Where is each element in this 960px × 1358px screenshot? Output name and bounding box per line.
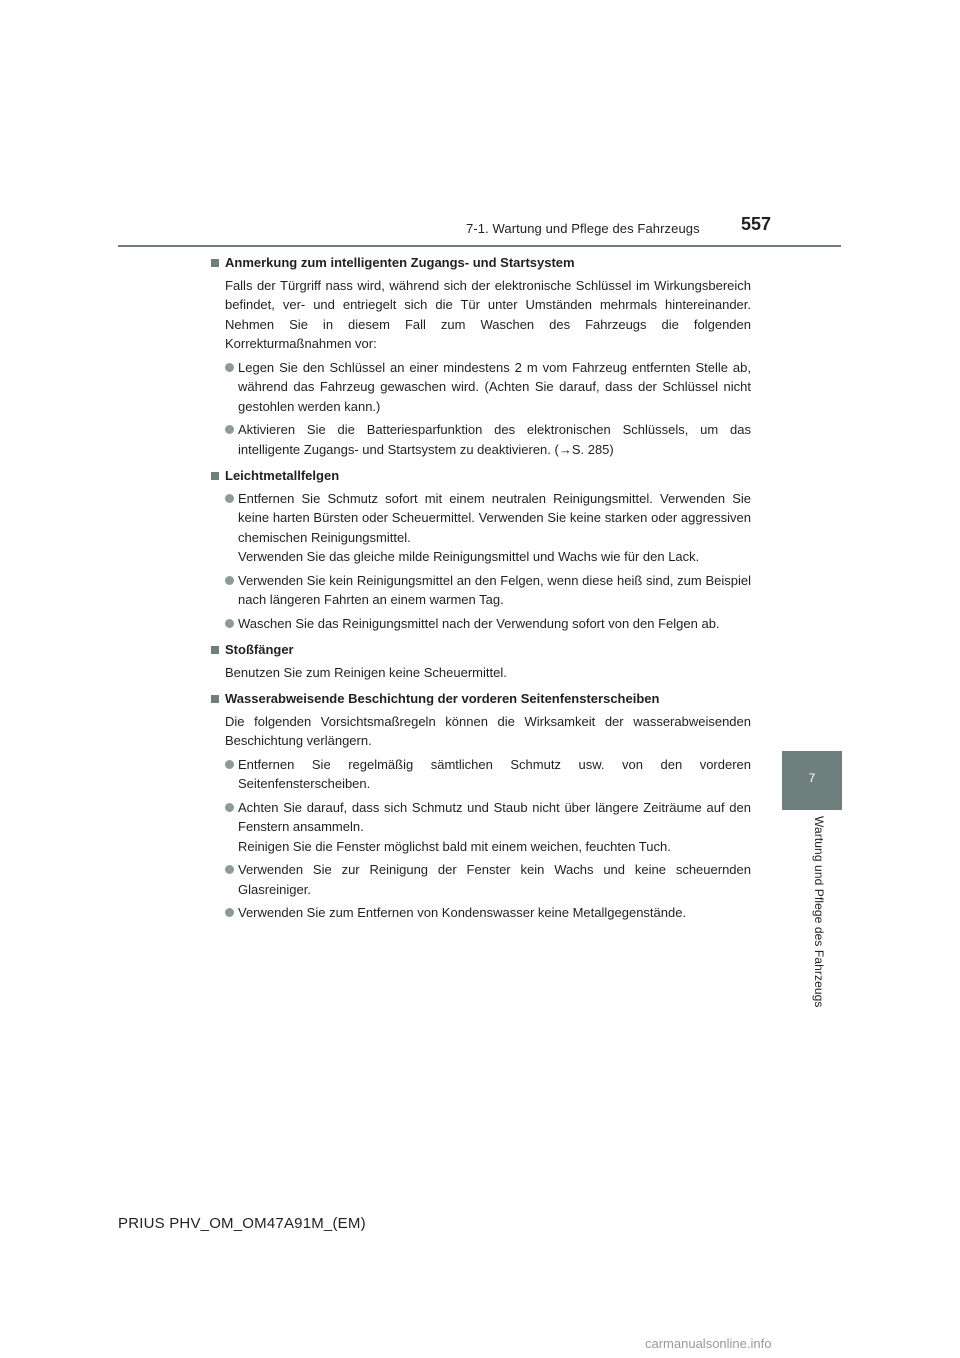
section bbox=[211, 253, 751, 466]
list-item-text: Reinigen Sie die Fenster möglichst bald mit einem weichen, feuchten Tuch. bbox=[238, 838, 671, 854]
circle-bullet-icon bbox=[225, 619, 234, 628]
square-bullet-icon bbox=[211, 259, 219, 267]
section-paragraph: Die folgenden Vorsichtsmaßregeln können die Wirksamkeit der wasserabweisenden Beschichtung verlängern. bbox=[225, 713, 751, 748]
watermark: carmanualsonline.info bbox=[645, 1336, 772, 1351]
section-heading-text: Wasserabweisende Beschichtung der vorderen Seitenfensterscheiben bbox=[225, 691, 660, 706]
list-item bbox=[211, 571, 751, 610]
section-heading-text: Anmerkung zum intelligenten Zugangs- und Startsystem bbox=[225, 255, 575, 270]
section bbox=[211, 640, 751, 689]
list-item bbox=[211, 489, 751, 567]
list-item bbox=[211, 755, 751, 794]
section-paragraph: Falls der Türgriff nass wird, während sich der elektronische Schlüssel im Wirkungsbereich befindet, ver- und entriegelt sich die Tür unter Umständen mehrmals hintereinander. Nehmen Sie in diesem Fall zum Waschen des Fahrzeugs die folgenden Korrekturmaßnahmen vor: bbox=[225, 277, 751, 351]
list-item bbox=[211, 358, 751, 417]
list-item-text: Verwenden Sie zur Reinigung der Fenster kein Wachs und keine scheuernden Glasreiniger. bbox=[238, 862, 751, 897]
square-bullet-icon bbox=[211, 646, 219, 654]
section-heading bbox=[211, 640, 751, 660]
circle-bullet-icon bbox=[225, 425, 234, 434]
running-header-title: 7-1. Wartung und Pflege des Fahrzeugs bbox=[466, 221, 700, 236]
list-item bbox=[211, 614, 751, 634]
list-item bbox=[211, 798, 751, 857]
page-number: 557 bbox=[741, 214, 772, 234]
section-heading bbox=[211, 466, 751, 486]
list-item bbox=[211, 903, 751, 923]
list-item-text: Aktivieren Sie die Batteriesparfunktion des elektronischen Schlüssels, um das intelligente Zugangs- und Startsystem zu deaktivieren. (→S. 285) bbox=[238, 422, 751, 457]
section bbox=[211, 466, 751, 640]
circle-bullet-icon bbox=[225, 494, 234, 503]
circle-bullet-icon bbox=[225, 865, 234, 874]
section bbox=[211, 689, 751, 930]
circle-bullet-icon bbox=[225, 908, 234, 917]
list-item-text: Achten Sie darauf, dass sich Schmutz und Staub nicht über längere Zeiträume auf den Fenstern ansammeln. bbox=[238, 799, 751, 834]
list-item bbox=[211, 420, 751, 459]
chapter-tab bbox=[782, 751, 842, 810]
section-paragraph: Benutzen Sie zum Reinigen keine Scheuermittel. bbox=[225, 664, 507, 680]
list-item bbox=[211, 860, 751, 899]
list-item-text: Verwenden Sie das gleiche milde Reinigungsmittel und Wachs wie für den Lack. bbox=[238, 549, 700, 564]
circle-bullet-icon bbox=[225, 576, 234, 585]
section-heading-text: Leichtmetallfelgen bbox=[225, 468, 340, 483]
list-item-text: Entfernen Sie regelmäßig sämtlichen Schmutz usw. von den vorderen Seitenfensterscheiben. bbox=[238, 756, 751, 791]
chapter-side-label: Wartung und Pflege des Fahrzeugs bbox=[812, 816, 826, 1008]
circle-bullet-icon bbox=[225, 363, 234, 372]
header-divider bbox=[118, 245, 841, 247]
circle-bullet-icon bbox=[225, 760, 234, 769]
list-item-text: Waschen Sie das Reinigungsmittel nach der Verwendung sofort von den Felgen ab. bbox=[238, 615, 720, 631]
circle-bullet-icon bbox=[225, 803, 234, 812]
page-body bbox=[211, 253, 751, 930]
list-item-text: Legen Sie den Schlüssel an einer mindestens 2 m vom Fahrzeug entfernten Stelle ab, während das Fahrzeug gewaschen wird. (Achten Sie darauf, dass der Schlüssel nicht gestohlen werden kann.) bbox=[238, 359, 751, 414]
square-bullet-icon bbox=[211, 695, 219, 703]
list-item-text: Entfernen Sie Schmutz sofort mit einem neutralen Reinigungsmittel. Verwenden Sie keine harten Bürsten oder Scheuermittel. Verwenden Sie keine starken oder aggressiven chemischen Reinigungsmittel. bbox=[238, 490, 751, 545]
list-item-text: Verwenden Sie zum Entfernen von Kondenswasser keine Metallgegenstände. bbox=[238, 905, 687, 920]
section-heading bbox=[211, 253, 751, 273]
document-code: PRIUS PHV_OM_OM47A91M_(EM) bbox=[118, 1215, 366, 1232]
section-heading bbox=[211, 689, 751, 709]
chapter-number: 7 bbox=[808, 771, 816, 785]
section-heading-text: Stoßfänger bbox=[225, 642, 294, 657]
square-bullet-icon bbox=[211, 472, 219, 480]
list-item-text: Verwenden Sie kein Reinigungsmittel an den Felgen, wenn diese heiß sind, zum Beispiel nach längeren Fahrten an einem warmen Tag. bbox=[238, 572, 751, 607]
